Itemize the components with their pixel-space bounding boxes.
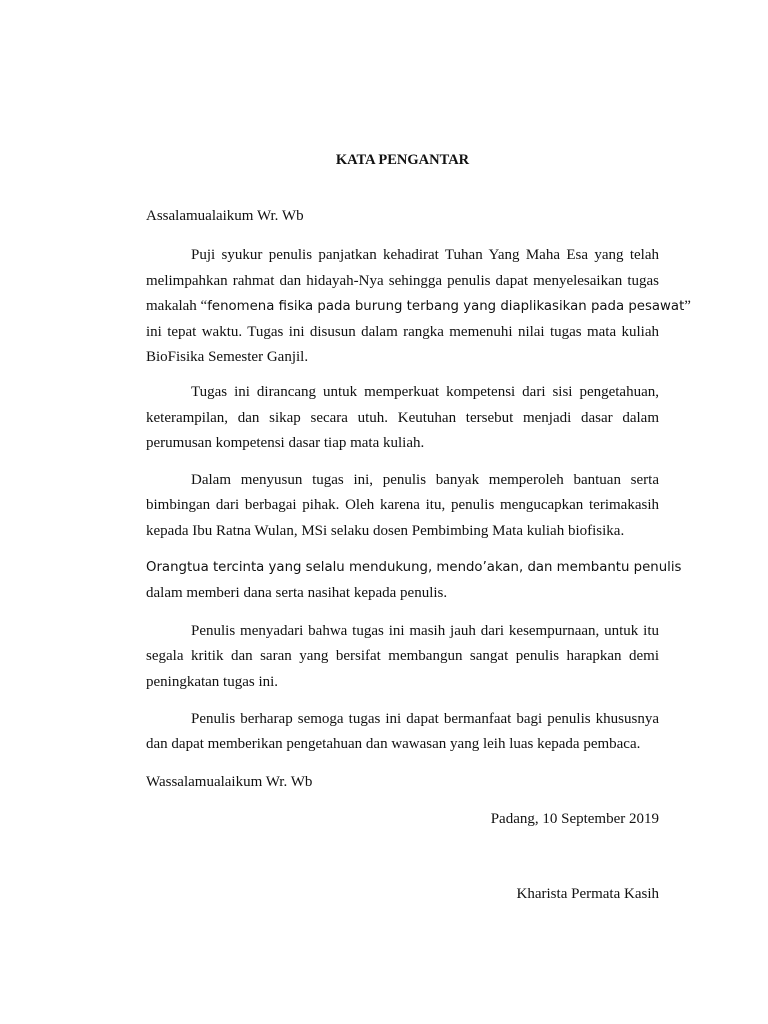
- paragraph-1-line-2: melimpahkan rahmat dan hidayah-Nya sehingga penulis dapat menyelesaikan tugas: [146, 273, 659, 289]
- document-page: [146, 0, 691, 1024]
- paragraph-5-line-2: segala kritik dan saran yang bersifat membangun sangat penulis harapkan demi: [146, 648, 659, 664]
- paragraph-3-line-3: kepada Ibu Ratna Wulan, MSi selaku dosen Pembimbing Mata kuliah biofisika.: [146, 523, 625, 539]
- place-date: Padang, 10 September 2019: [490, 811, 659, 827]
- paragraph-2-line-2: keterampilan, dan sikap secara utuh. Keutuhan tersebut menjadi dasar dalam: [146, 410, 659, 426]
- paragraph-4-line-1: Orangtua tercinta yang selalu mendukung, mendo’akan, dan membantu penulis: [146, 560, 682, 575]
- paragraph-1-line-4: ini tepat waktu. Tugas ini disusun dalam rangka memenuhi nilai tugas mata kuliah: [146, 324, 659, 340]
- quote-open: makalah “: [146, 298, 208, 314]
- paragraph-1-line-5: BioFisika Semester Ganjil.: [146, 349, 309, 365]
- paragraph-3-line-2: bimbingan dari berbagai pihak. Oleh karena itu, penulis mengucapkan terimakasih: [146, 497, 659, 513]
- paragraph-5-line-3: peningkatan tugas ini.: [146, 674, 279, 690]
- page-title: KATA PENGANTAR: [335, 152, 470, 168]
- greeting: Assalamualaikum Wr. Wb: [146, 208, 304, 224]
- paragraph-2-line-3: perumusan kompetensi dasar tiap mata kuliah.: [146, 435, 425, 451]
- paragraph-3-line-1: Dalam menyusun tugas ini, penulis banyak memperoleh bantuan serta: [191, 472, 659, 488]
- closing: Wassalamualaikum Wr. Wb: [146, 774, 313, 790]
- paragraph-6-line-2: dan dapat memberikan pengetahuan dan wawasan yang leih luas kepada pembaca.: [146, 736, 641, 752]
- paragraph-1-line-3: [146, 296, 691, 317]
- quote-close: ”: [684, 298, 691, 314]
- paragraph-6-line-1: Penulis berharap semoga tugas ini dapat bermanfaat bagi penulis khususnya: [191, 711, 659, 727]
- paragraph-4-line-2: dalam memberi dana serta nasihat kepada penulis.: [146, 585, 448, 601]
- italic-title: fenomena fisika pada burung terbang yang diaplikasikan pada pesawat: [207, 299, 685, 314]
- paragraph-2-line-1: Tugas ini dirancang untuk memperkuat kompetensi dari sisi pengetahuan,: [191, 384, 659, 400]
- author-name: Kharista Permata Kasih: [516, 886, 659, 902]
- paragraph-1-line-1: Puji syukur penulis panjatkan kehadirat Tuhan Yang Maha Esa yang telah: [191, 247, 659, 263]
- paragraph-5-line-1: Penulis menyadari bahwa tugas ini masih jauh dari kesempurnaan, untuk itu: [191, 623, 659, 639]
